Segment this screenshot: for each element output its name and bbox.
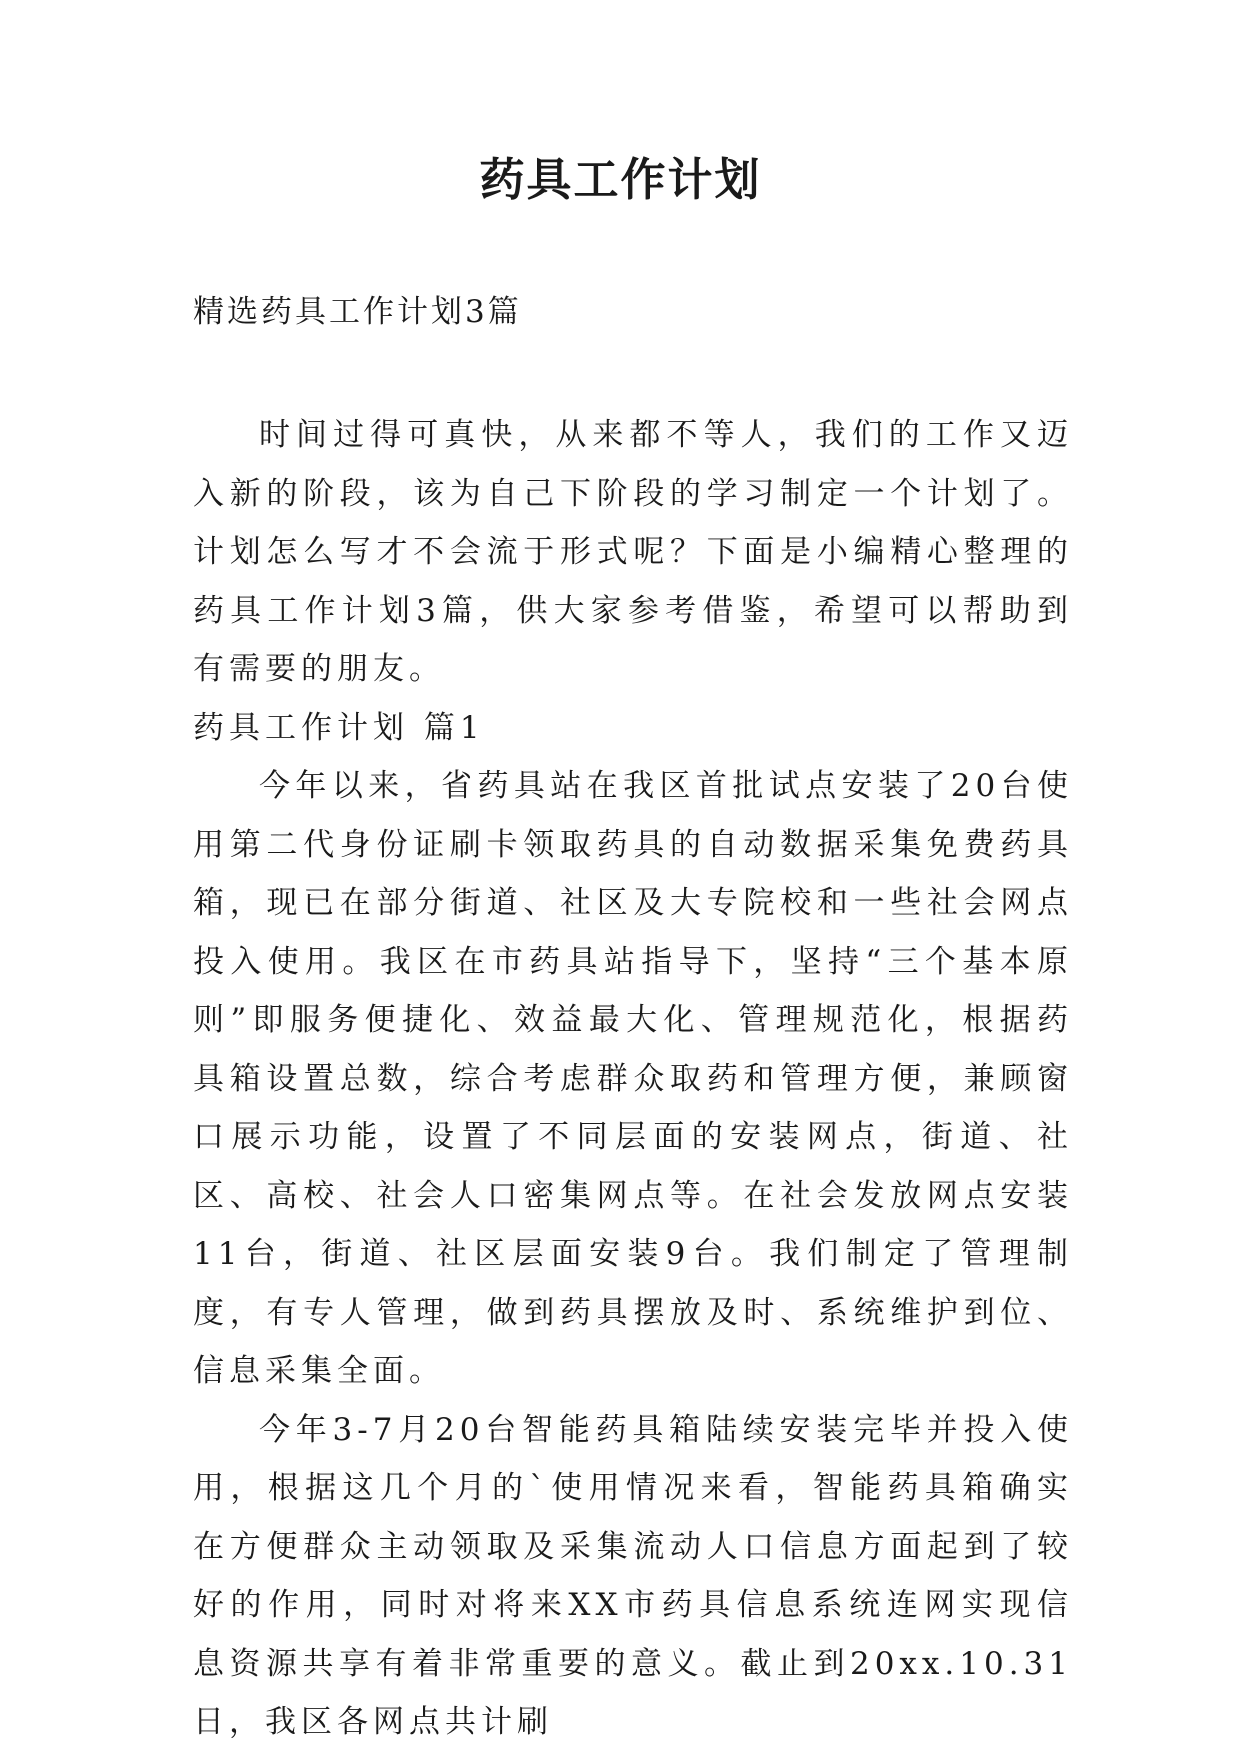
intro-paragraph: 时间过得可真快，从来都不等人，我们的工作又迈入新的阶段，该为自己下阶段的学习制定一个计划了。计划怎么写才不会流于形式呢？下面是小编精心整理的药具工作计划3篇，供大家参考借鉴，希望可以帮助到有需要的朋友。 (193, 417, 1073, 687)
document-body (193, 406, 1073, 1752)
section-heading: 药具工作计划 篇1 (193, 709, 485, 746)
document-title: 药具工作计划 (479, 153, 762, 206)
document-subtitle: 精选药具工作计划3篇 (193, 294, 522, 330)
body-paragraph: 今年以来，省药具站在我区首批试点安装了20台使用第二代身份证刷卡领取药具的自动数据采集免费药具箱，现已在部分街道、社区及大专院校和一些社会网点投入使用。我区在市药具站指导下，坚持“三个基本原则”即服务便捷化、效益最大化、管理规范化，根据药具箱设置总数，综合考虑群众取药和管理方便，兼顾窗口展示功能，设置了不同层面的安装网点，街道、社区、高校、社会人口密集网点等。在社会发放网点安装11台，街道、社区层面安装9台。我们制定了管理制度，有专人管理，做到药具摆放及时、系统维护到位、信息采集全面。 (193, 768, 1073, 1389)
body-paragraph: 今年3-7月20台智能药具箱陆续安装完毕并投入使用，根据这几个月的`使用情况来看，智能药具箱确实在方便群众主动领取及采集流动人口信息方面起到了较好的作用，同时对将来XX市药具信息系统连网实现信息资源共享有着非常重要的意义。截止到20xx.10.31日，我区各网点共计刷 (193, 1411, 1073, 1740)
